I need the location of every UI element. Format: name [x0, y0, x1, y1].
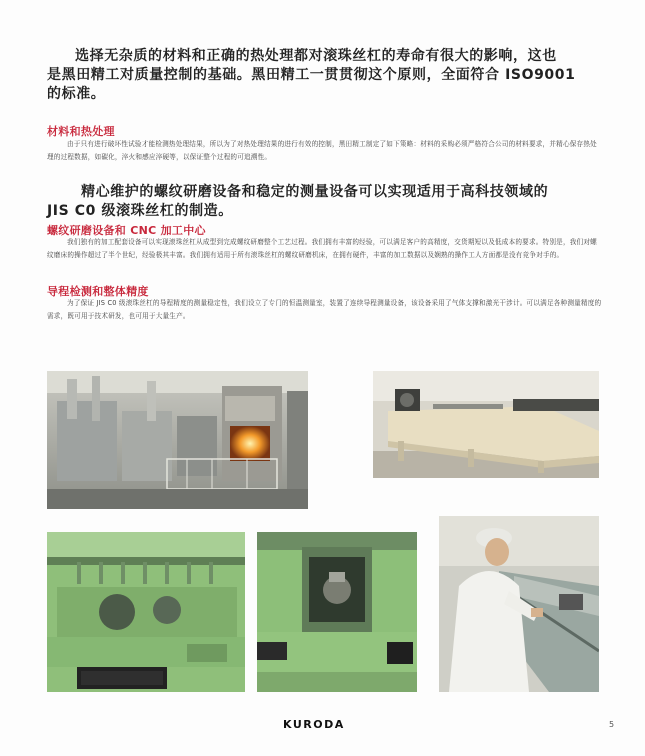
lead-paragraph-2 [47, 183, 607, 221]
section-title-grinding: 螺纹研磨设备和 CNC 加工中心 [47, 224, 206, 237]
intro-line-3: 的标准。 [47, 86, 106, 102]
intro-line-1: 选择无杂质的材料和正确的热处理都对滚珠丝杠的寿命有很大的影响，这也 [75, 48, 557, 64]
section-body-materials: 由于只有进行破坏性试验才能检测热处理结果，所以为了对热处理结果的进行有效的控制，黑田精工制定了如下策略：材料的采购必须严格符合公司的材料要求，并精心保存热处理的过程数据，如碳化，淬火和感应淬硬等，以保证整个过程的可追溯性。 [47, 140, 597, 161]
lead-inspection-technician-photo [439, 516, 599, 692]
green-grinding-machines-photo [47, 532, 245, 692]
intro-line-2: 是黑田精工对质量控制的基础。黑田精工一贯贯彻这个原则，全面符合 ISO9001 [47, 67, 576, 83]
section-title-lead-inspection: 导程检测和整体精度 [47, 285, 149, 298]
section-body-grinding: 我们独有的加工配套设备可以实现滚珠丝杠从成型到完成螺纹研磨整个工艺过程。我们拥有丰富的经验，可以满足客户的高精度，交货期短以及低成本的要求。特别是，我们对螺纹磨床的操作超过了半个世纪，经验极其丰富。我们拥有适用于所有滚珠丝杠的螺纹研磨机床，在拥有硬件，丰富的加工数据以及娴熟的操作工人方面都是没有竞争对手的。 [47, 238, 597, 259]
section-title-materials: 材料和热处理 [47, 125, 115, 138]
heat-treatment-furnace-photo [47, 371, 308, 509]
section-body-lead-inspection: 为了保证 JIS C0 级滚珠丝杠的导程精度的测量稳定性，我们设立了专门的恒温测量室，装置了连续导程测量设备，该设备采用了气体支撑和激光干涉计。可以满足各种测量精度的需求，既可用于技术研发，也可用于大量生产。 [47, 299, 602, 320]
lead2-line-1: 精心维护的螺纹研磨设备和稳定的测量设备可以实现适用于高科技领域的 [81, 184, 549, 200]
cnc-machining-center-photo [257, 532, 417, 692]
intro-paragraph [47, 47, 607, 104]
cream-machine-bed-photo [373, 371, 599, 478]
page-number: 5 [609, 720, 615, 729]
lead2-line-2: JIS C0 级滚珠丝杠的制造。 [47, 203, 233, 219]
kuroda-logo: KURODA [283, 718, 345, 731]
